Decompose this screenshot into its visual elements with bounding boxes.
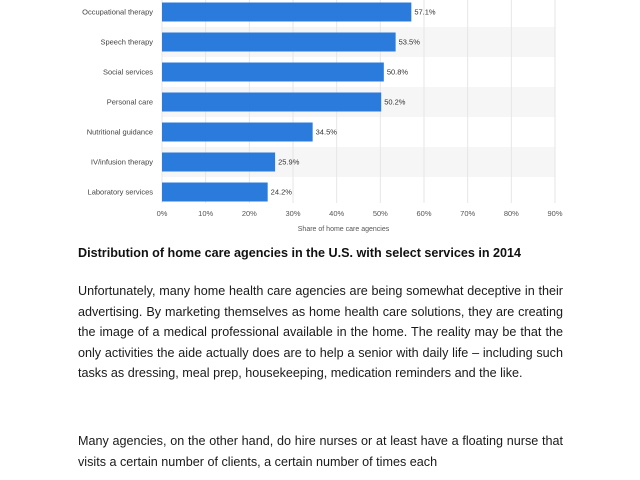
- bar: [162, 3, 411, 22]
- category-label: Occupational therapy: [82, 7, 153, 17]
- body-paragraph-2: Many agencies, on the other hand, do hire nurses or at least have a floating nurse that visits a certain number of clients, a certain number of times each: [78, 434, 563, 469]
- x-tick-label: 90%: [547, 209, 563, 218]
- value-label: 53.5%: [398, 37, 420, 47]
- value-label: 34.5%: [315, 127, 337, 137]
- category-label: IV/infusion therapy: [90, 157, 153, 167]
- value-label: 24.2%: [270, 187, 292, 197]
- bar: [162, 33, 396, 52]
- x-tick-label: 40%: [329, 209, 345, 218]
- x-tick-label: 0%: [156, 209, 168, 218]
- category-label: Personal care: [106, 97, 153, 107]
- body-paragraph-1: Unfortunately, many home health care agencies are being somewhat deceptive in their advertising. By marketing themselves as home health care solutions, they are creating the image of a medical professional available in the home. The reality may be that the only activities the aide actually does are to help a senior with daily life – including such tasks as dressing, meal prep, housekeeping, medication reminders and the like.: [78, 284, 563, 380]
- bar: [162, 183, 268, 202]
- category-label: Social services: [102, 67, 153, 77]
- category-label: Speech therapy: [100, 37, 153, 47]
- bar: [162, 93, 381, 112]
- chart-caption: Distribution of home care agencies in the U.S. with select services in 2014: [78, 246, 522, 260]
- x-tick-label: 70%: [460, 209, 476, 218]
- x-tick-label: 30%: [285, 209, 301, 218]
- value-label: 57.1%: [414, 7, 436, 17]
- category-label: Laboratory services: [87, 187, 153, 197]
- x-tick-label: 20%: [241, 209, 257, 218]
- x-tick-label: 80%: [503, 209, 519, 218]
- x-axis-title: Share of home care agencies: [297, 226, 390, 233]
- bar: [162, 123, 313, 142]
- x-tick-label: 60%: [416, 209, 432, 218]
- value-label: 50.2%: [384, 97, 406, 107]
- bar: [162, 63, 384, 82]
- x-tick-label: 50%: [372, 209, 388, 218]
- value-label: 50.8%: [386, 67, 409, 77]
- x-tick-label: 10%: [198, 209, 214, 218]
- bar: [162, 153, 275, 172]
- category-label: Nutritional guidance: [86, 127, 153, 137]
- value-label: 25.9%: [278, 157, 300, 167]
